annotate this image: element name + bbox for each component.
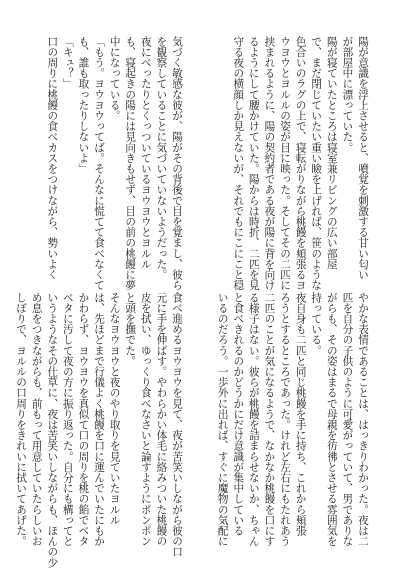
text-line: 色合いのラグの上で、寝転がりながら桃饅を頬張るヨ — [294, 36, 307, 291]
text-line: と食べきれるのかどうかにだけ意識が集中している — [232, 292, 245, 536]
text-line: 挟まれるように、陽の契約者である夜が陽に背を向け — [263, 36, 276, 291]
text-line: 匹を自分の子供のように可愛がっていて、男でありな — [341, 292, 354, 547]
text-line: そんなヨウヨウと夜のやり取りを見ていたヨルル — [108, 292, 121, 526]
text-line: 守る夜の横顔しか見えないが、それでもにこにこと穏 — [232, 36, 245, 291]
text-line: 中になっている。 — [108, 36, 121, 121]
text-line: 陽が寝ていたところは寝室兼リビングの広い部屋 — [325, 36, 338, 270]
text-line: がらも、その姿はまるで母親を彷彿とさせる雰囲気を — [325, 292, 338, 547]
lower-right-text-block — [216, 292, 370, 547]
text-line: 持っている。 — [310, 292, 323, 356]
text-line: も、寝起きの陽には見向きもせず、目の前の桃饅に夢 — [124, 36, 137, 291]
text-line: は、先ほどまで行儀よく桃饅を口に運んでいたにもか — [93, 292, 106, 547]
text-line: かわらず、ヨウヨウを真似て口の周りを桃の餡でベタ — [77, 292, 90, 547]
text-line: 皮を拭い、ゆっくり食べなさいと論すようにポンポン — [139, 292, 152, 547]
text-line: しぼりで、ヨルルの口周りをきれいに拭いてあげた。 — [15, 292, 28, 547]
text-line: 二匹のことが気になるようで、なかなか桃饅を口にす — [263, 292, 276, 547]
text-line: ウヨウとヨルルの姿が目に映った。そしてその二匹に — [279, 36, 292, 291]
text-line: 「キュ？」 — [61, 36, 74, 89]
text-line: 夜自身も二匹と同じ桃饅を手に持ち、これから頬張 — [294, 292, 307, 536]
upper-left-text-block — [28, 36, 184, 291]
text-line: いるのだろう。一歩外に出れば、すぐに魔物の気配に — [216, 292, 229, 547]
text-line: め息をつきながらも、前もって用意していたらしいお — [30, 292, 43, 547]
text-line: が部屋中に漂っていた。 — [341, 36, 354, 153]
text-line: 夜にべったりとくっついているヨウヨウとヨルル — [139, 36, 152, 270]
text-line: る様子はない。彼らが桃饅を詰まらせないか、ちゃん — [247, 292, 260, 547]
text-line: 食べ進めるヨウヨウを見て、夜が苦笑いしながら彼の口 — [171, 292, 183, 557]
text-line: で、まだ閉じていたい重い瞼を上げれば、笹のような — [310, 36, 323, 291]
text-line: 陽が意識を浮上させると、噴覚を刺激する甘い匂い — [357, 36, 369, 280]
text-line: いうようなその仕草に、夜は苦笑いしながらも、ほんの少 — [46, 292, 59, 568]
text-line: 気づく敏感な彼が、陽がその背後で目を覚まし、彼ら — [171, 36, 183, 291]
text-line: ろうとするところであった。けれど左右にもたれあう — [279, 292, 292, 547]
text-line: やかな表情であることは、はっきりわかった。夜は二 — [357, 292, 369, 547]
lower-left-text-block — [15, 292, 184, 568]
upper-right-text-block — [218, 36, 370, 291]
text-line: 元に手を伸ばす。やわらかい体毛に絡みついた桃饅の — [155, 292, 168, 547]
text-line: も、誰も取ったりしないよ」 — [77, 36, 90, 174]
text-line: を観察していることに気づいていないようだった。 — [155, 36, 168, 280]
text-line: 口の周りに桃饅の食べカスをつけながら、勢いよく — [46, 36, 59, 280]
text-line: と頭を撫でた。 — [124, 292, 137, 367]
text-line: 「もう。ヨウヨウってば。そんなに慌てて食べなくて — [93, 36, 106, 291]
text-line: ベタに汚して夜の方に振り返った。自分にも構ってと — [61, 292, 74, 547]
text-line: るようにして腰かけていた。陽からは時折、二匹を見 — [247, 36, 260, 291]
